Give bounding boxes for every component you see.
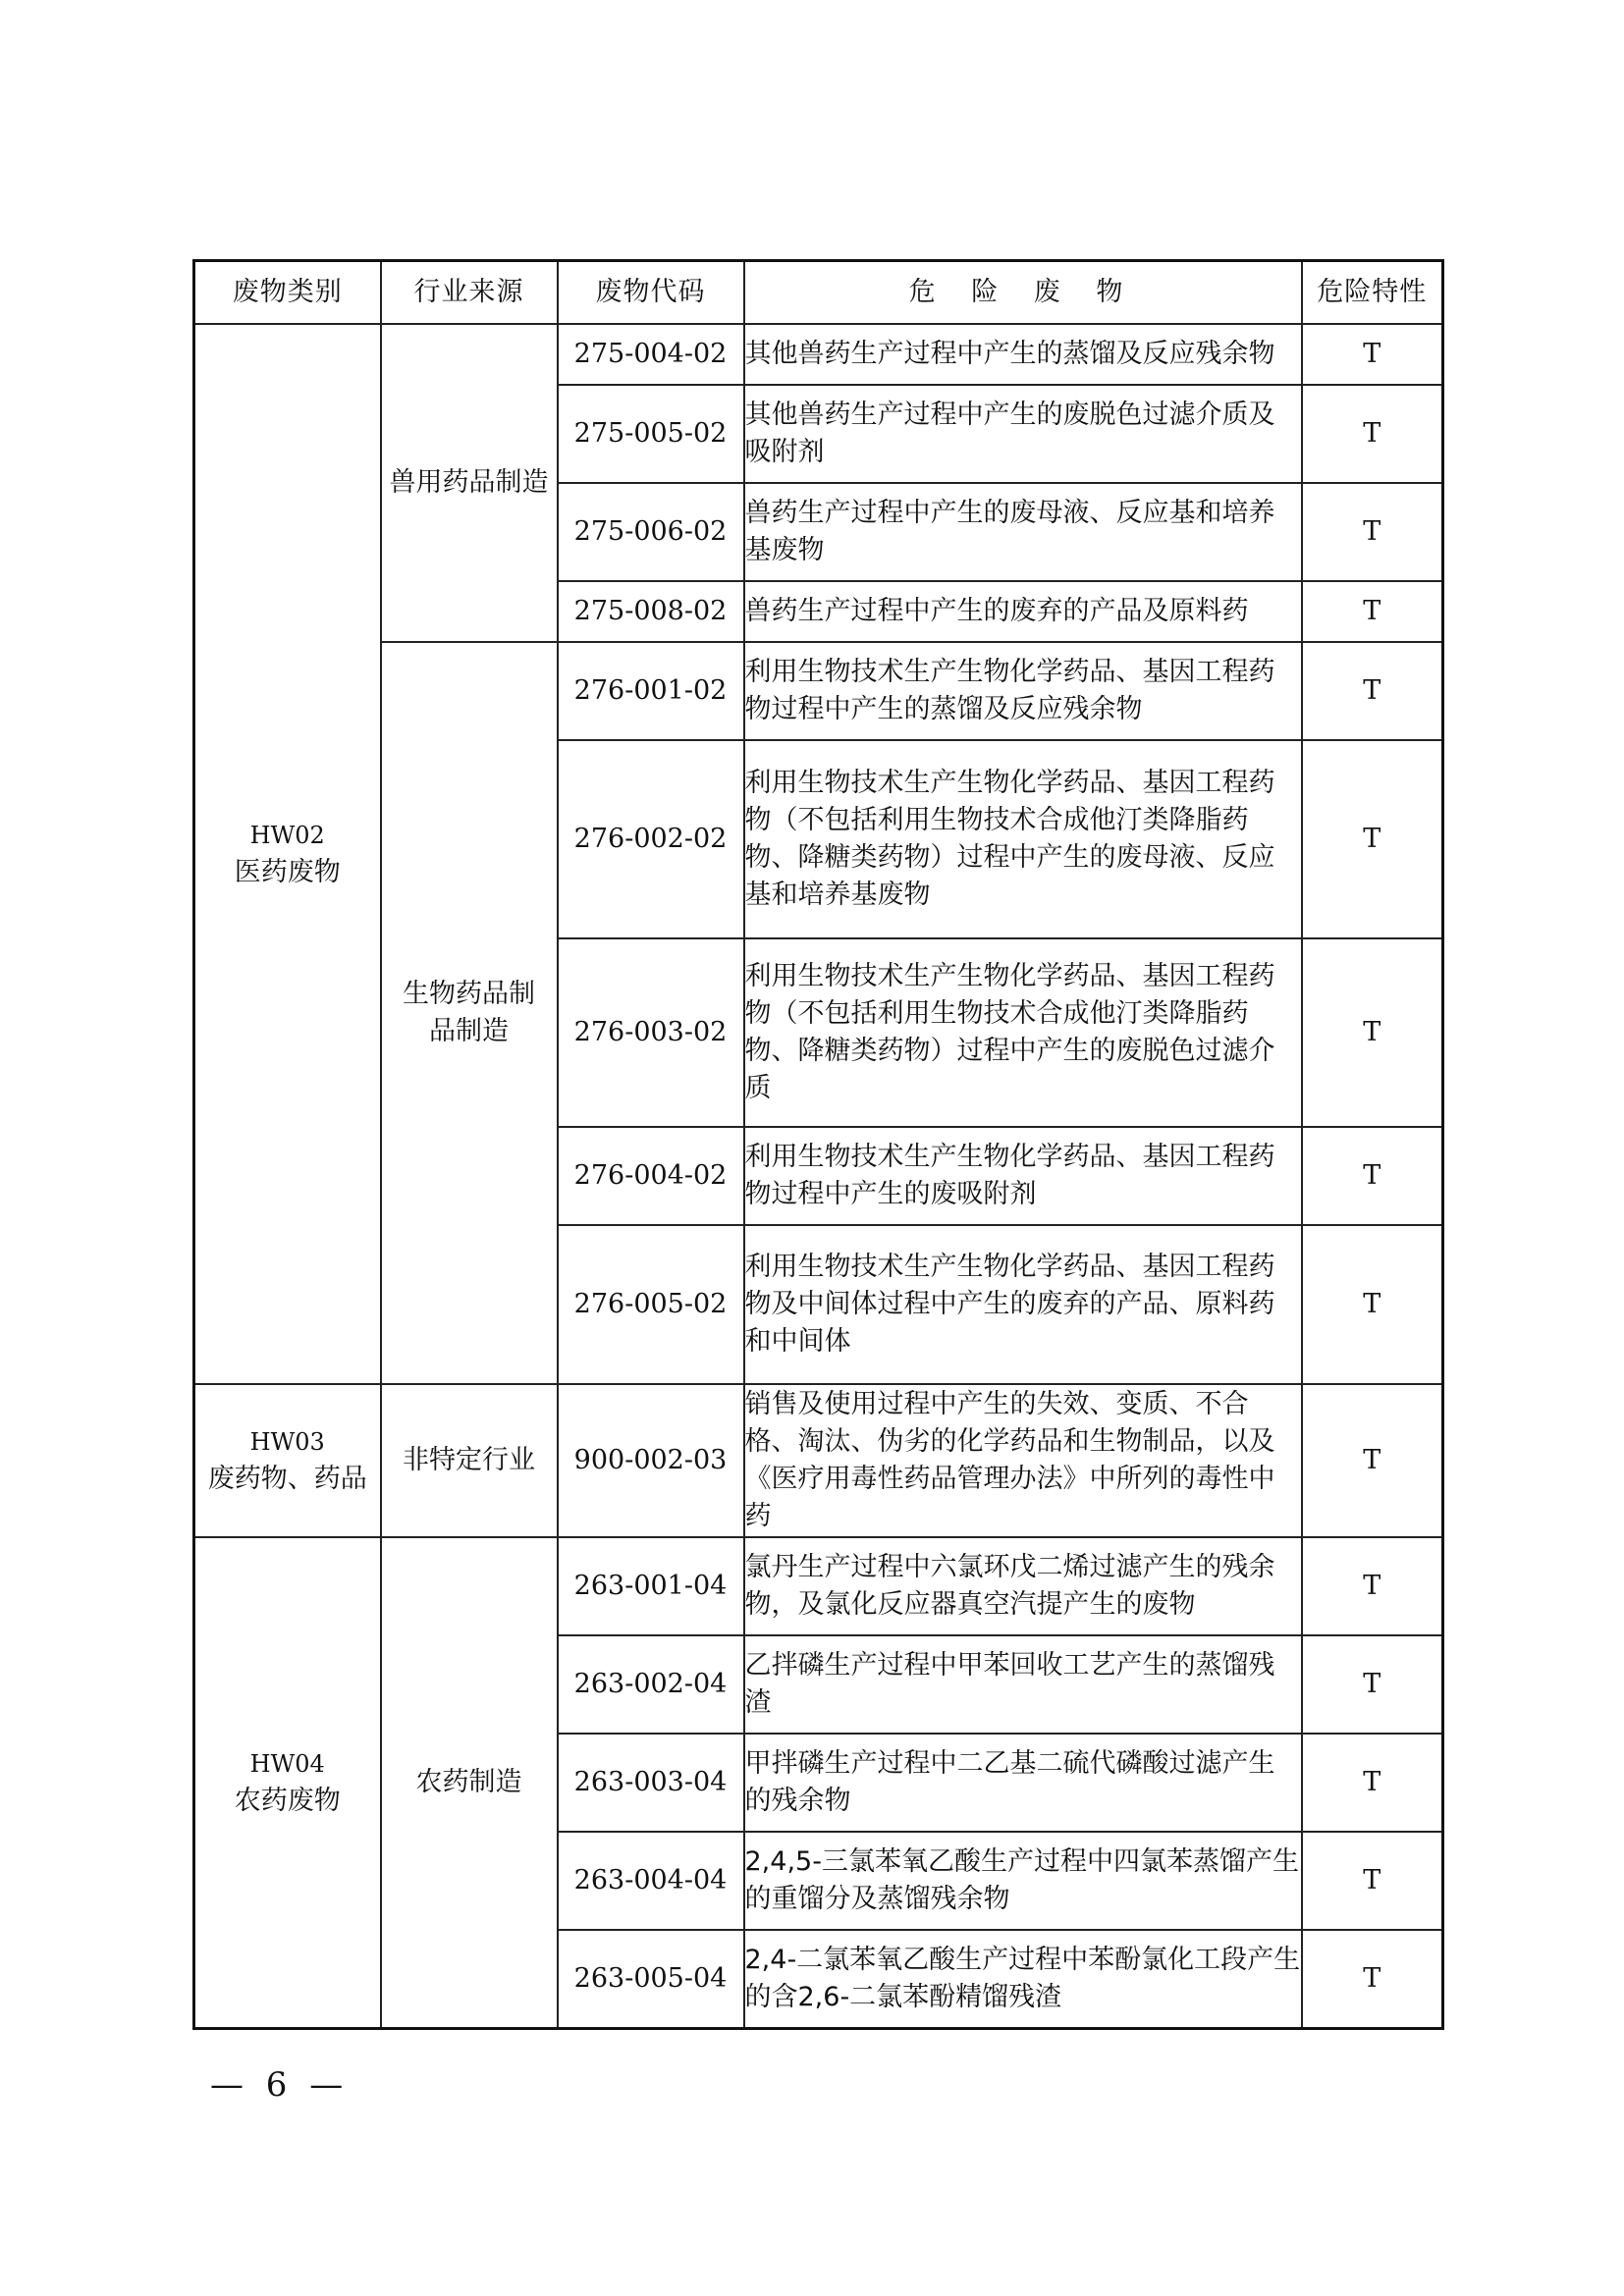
table-row xyxy=(194,324,1443,385)
table-row xyxy=(194,642,1443,740)
waste-code: 275-006-02 xyxy=(558,483,744,581)
waste-code: 263-001-04 xyxy=(558,1537,744,1635)
hazard-flag: T xyxy=(1302,1832,1443,1930)
category-cell xyxy=(194,324,381,1384)
hazard-flag: T xyxy=(1302,1930,1443,2028)
waste-description: 利用生物技术生产生物化学药品、基因工程药物过程中产生的蒸馏及反应残余物 xyxy=(744,642,1302,740)
hazardous-waste-table xyxy=(192,259,1444,2030)
table-row xyxy=(194,1384,1443,1537)
header-hazardous-waste: 危 险 废 物 xyxy=(744,261,1302,325)
industry-cell xyxy=(381,324,558,642)
category-name: 医药废物 xyxy=(234,857,341,887)
waste-description: 氯丹生产过程中六氯环戊二烯过滤产生的残余物，及氯化反应器真空汽提产生的废物 xyxy=(744,1537,1302,1635)
category-name: 农药废物 xyxy=(234,1785,341,1816)
waste-description: 利用生物技术生产生物化学药品、基因工程药物过程中产生的废吸附剂 xyxy=(744,1127,1302,1225)
industry-cell xyxy=(381,642,558,1384)
hazard-flag: T xyxy=(1302,1127,1443,1225)
waste-description: 乙拌磷生产过程中甲苯回收工艺产生的蒸馏残渣 xyxy=(744,1635,1302,1734)
waste-code: 263-002-04 xyxy=(558,1635,744,1734)
waste-code: 276-005-02 xyxy=(558,1225,744,1384)
header-category: 废物类别 xyxy=(194,261,381,325)
waste-code: 275-004-02 xyxy=(558,324,744,385)
hazard-flag: T xyxy=(1302,1635,1443,1734)
hazard-flag: T xyxy=(1302,1384,1443,1537)
table-row xyxy=(194,1537,1443,1635)
industry-name: 兽用药品制造 xyxy=(389,467,549,498)
category-name: 废药物、药品 xyxy=(207,1464,367,1494)
industry-name: 农药制造 xyxy=(415,1766,522,1797)
hazard-flag: T xyxy=(1302,1734,1443,1832)
page-number: — 6 — xyxy=(210,2065,350,2105)
waste-code: 263-005-04 xyxy=(558,1930,744,2028)
industry-cell xyxy=(381,1384,558,1537)
category-cell xyxy=(194,1384,381,1537)
industry-name: 生物药品制 品制造 xyxy=(403,979,535,1046)
waste-code: 263-004-04 xyxy=(558,1832,744,1930)
waste-description: 兽药生产过程中产生的废母液、反应基和培养基废物 xyxy=(744,483,1302,581)
waste-code: 276-004-02 xyxy=(558,1127,744,1225)
category-cell xyxy=(194,1537,381,2028)
waste-code: 276-001-02 xyxy=(558,642,744,740)
hazard-flag: T xyxy=(1302,1225,1443,1384)
waste-code: 276-002-02 xyxy=(558,740,744,938)
waste-description: 2,4-二氯苯氧乙酸生产过程中苯酚氯化工段产生的含2,6-二氯苯酚精馏残渣 xyxy=(744,1930,1302,2028)
industry-name: 非特定行业 xyxy=(403,1445,535,1475)
waste-description: 其他兽药生产过程中产生的蒸馏及反应残余物 xyxy=(744,324,1302,385)
waste-code: 900-002-03 xyxy=(558,1384,744,1537)
header-hazard-property: 危险特性 xyxy=(1302,261,1443,325)
hazard-flag: T xyxy=(1302,740,1443,938)
table-header-row xyxy=(194,261,1443,325)
hazard-flag: T xyxy=(1302,938,1443,1127)
waste-description: 利用生物技术生产生物化学药品、基因工程药物（不包括利用生物技术合成他汀类降脂药物、降糖类药物）过程中产生的废母液、反应基和培养基废物 xyxy=(744,740,1302,938)
waste-code: 276-003-02 xyxy=(558,938,744,1127)
hazard-flag: T xyxy=(1302,642,1443,740)
industry-cell xyxy=(381,1537,558,2028)
header-code: 废物代码 xyxy=(558,261,744,325)
waste-description: 其他兽药生产过程中产生的废脱色过滤介质及吸附剂 xyxy=(744,385,1302,483)
hazard-flag: T xyxy=(1302,581,1443,642)
waste-description: 利用生物技术生产生物化学药品、基因工程药物及中间体过程中产生的废弃的产品、原料药和中间体 xyxy=(744,1225,1302,1384)
hazard-flag: T xyxy=(1302,483,1443,581)
waste-description: 利用生物技术生产生物化学药品、基因工程药物（不包括利用生物技术合成他汀类降脂药物、降糖类药物）过程中产生的废脱色过滤介质 xyxy=(744,938,1302,1127)
hazard-flag: T xyxy=(1302,324,1443,385)
waste-description: 甲拌磷生产过程中二乙基二硫代磷酸过滤产生的残余物 xyxy=(744,1734,1302,1832)
category-code: HW04 xyxy=(249,1749,325,1778)
waste-description: 兽药生产过程中产生的废弃的产品及原料药 xyxy=(744,581,1302,642)
category-code: HW02 xyxy=(249,822,325,849)
hazard-flag: T xyxy=(1302,385,1443,483)
header-industry: 行业来源 xyxy=(381,261,558,325)
category-code: HW03 xyxy=(249,1428,325,1456)
waste-code: 275-008-02 xyxy=(558,581,744,642)
waste-description: 销售及使用过程中产生的失效、变质、不合格、淘汰、伪劣的化学药品和生物制品，以及《医疗用毒性药品管理办法》中所列的毒性中药 xyxy=(744,1384,1302,1537)
waste-code: 275-005-02 xyxy=(558,385,744,483)
waste-description: 2,4,5-三氯苯氧乙酸生产过程中四氯苯蒸馏产生的重馏分及蒸馏残余物 xyxy=(744,1832,1302,1930)
hazard-flag: T xyxy=(1302,1537,1443,1635)
waste-code: 263-003-04 xyxy=(558,1734,744,1832)
